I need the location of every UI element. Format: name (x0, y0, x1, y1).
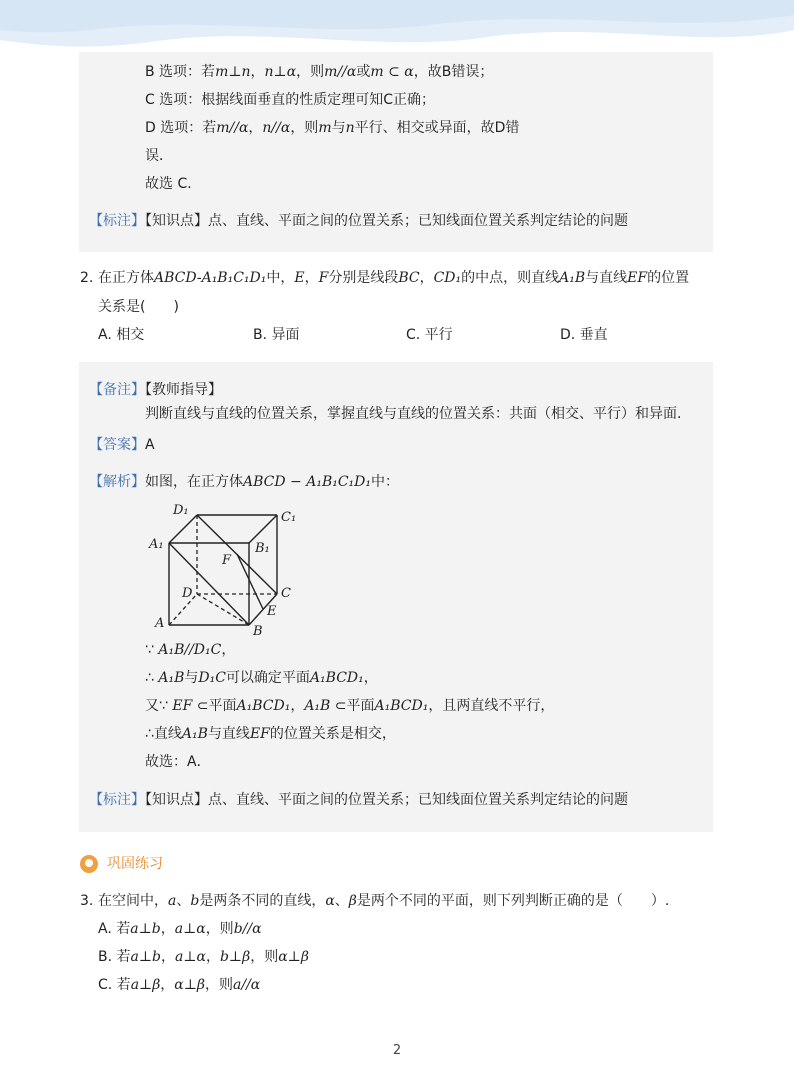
question-3-option-a: A. 若a⊥b，a⊥α，则b//α (98, 921, 262, 937)
question-3-text: 在空间中，a、b是两条不同的直线，α、β是两个不同的平面，则下列判断正确的是（ ）. (98, 893, 670, 909)
question-3-option-c: C. 若a⊥β，α⊥β，则a//α (98, 977, 261, 993)
line-e-f (237, 554, 263, 609)
option-b-explanation: B 选项：若m⊥n，n⊥α，则m//α或m ⊂ α，故B错误； (145, 64, 494, 80)
knowledge-tag: 【标注】【知识点】点、直线、平面之间的位置关系；已知线面位置关系判定结论的问题 (89, 213, 628, 229)
label-f: F (222, 553, 232, 568)
knowledge-tag: 【标注】【知识点】点、直线、平面之间的位置关系；已知线面位置关系判定结论的问题 (89, 792, 628, 808)
note-row: 【备注】【教师指导】 (89, 382, 222, 398)
tag-label: 【标注】 (89, 792, 145, 808)
question-2-number: 2. (80, 270, 94, 286)
cube-diagram (145, 502, 305, 637)
answer-value: A (145, 437, 155, 453)
answer-row (89, 435, 155, 455)
analysis-row: 【解析】如图，在正方体ABCD − A₁B₁C₁D₁中： (89, 474, 400, 490)
proof-step-3: 又∵ EF ⊂平面A₁BCD₁，A₁B ⊂平面A₁BCD₁，且两直线不平行， (145, 698, 555, 714)
label-c: C (281, 586, 291, 601)
page-number: 2 (392, 1043, 402, 1058)
label-d1: D₁ (173, 503, 189, 518)
lightbulb-icon (80, 855, 98, 873)
proof-step-4: ∴直线A₁B与直线EF的位置关系是相交， (145, 726, 396, 742)
question-3-option-b: B. 若a⊥b，a⊥α，b⊥β，则α⊥β (98, 949, 309, 965)
note-tag: 【备注】 (89, 382, 145, 398)
proof-step-2: ∴ A₁B与D₁C可以确定平面A₁BCD₁， (145, 670, 378, 686)
edge-a1-d1 (169, 515, 197, 543)
section-title: 巩固练习 (107, 856, 163, 872)
label-b1: B₁ (255, 541, 270, 556)
header-wave-decoration (0, 0, 794, 60)
label-d: D (182, 586, 193, 601)
question-2-option-b: B. 异面 (253, 327, 300, 343)
choose-answer: 故选：A． (145, 754, 211, 770)
solution-block-1 (79, 52, 713, 252)
tag-label: 【标注】 (89, 213, 145, 229)
option-d-explanation: D 选项：若m//α，n//α，则m与n平行、相交或异面，故D错 (145, 120, 520, 136)
label-e: E (267, 604, 277, 619)
answer-tag: 【答案】 (89, 437, 145, 453)
analysis-tag: 【解析】 (89, 474, 145, 490)
question-2-option-a: A. 相交 (98, 327, 145, 343)
label-b: B (253, 624, 263, 637)
proof-step-1: ∵ A₁B//D₁C， (145, 642, 236, 658)
question-2-text: 在正方体ABCD-A₁B₁C₁D₁中，E，F分别是线段BC，CD₁的中点，则直线A₁B与直线EF的位置 (98, 270, 690, 286)
question-2-option-c: C. 平行 (406, 327, 453, 343)
label-a: A (155, 616, 165, 631)
option-c-explanation: C 选项：根据线面垂直的性质定理可知C正确； (145, 92, 435, 108)
solution-block-2 (79, 362, 713, 832)
choose-answer: 故选 C． (145, 176, 202, 192)
edge-b1-c1 (249, 515, 277, 543)
option-d-explanation-cont: 误． (145, 148, 173, 164)
label-c1: C₁ (281, 510, 297, 525)
question-2-option-d: D. 垂直 (560, 327, 608, 343)
note-text: 判断直线与直线的位置关系，掌握直线与直线的位置关系：共面（相交、平行）和异面. (145, 406, 682, 422)
label-a1: A₁ (149, 537, 164, 552)
question-2-text-cont: 关系是( ) (98, 299, 179, 315)
question-3-number: 3. (80, 893, 94, 909)
